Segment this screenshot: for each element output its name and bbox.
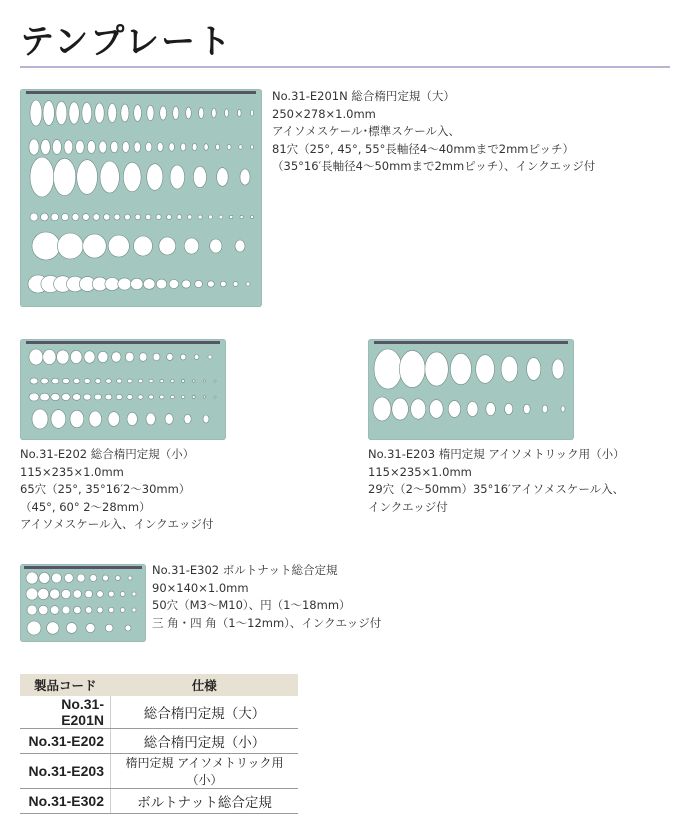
template-hole	[561, 406, 565, 412]
template-hole	[448, 401, 460, 418]
template-hole	[50, 589, 60, 599]
template-hole	[77, 160, 98, 195]
desc-line: No.31-E302 ボルトナット総合定規	[152, 563, 338, 577]
template-hole	[74, 606, 81, 613]
template-hole	[165, 414, 173, 425]
template-hole	[73, 394, 81, 401]
template-hole	[184, 414, 191, 423]
template-hole	[160, 106, 167, 120]
template-hole	[235, 240, 245, 252]
template-hole	[192, 143, 197, 150]
template-hole	[505, 403, 513, 414]
template-hole	[134, 105, 142, 122]
template-hole	[227, 144, 231, 149]
template-hole	[103, 575, 109, 581]
template-hole	[251, 110, 254, 116]
template-hole	[192, 396, 195, 399]
template-hole	[41, 378, 49, 384]
template-hole	[51, 393, 60, 400]
table-row	[20, 696, 298, 729]
header-spec: 仕様	[111, 674, 299, 696]
desc-line: アイソメスケール入、インクエッジ付	[20, 517, 214, 531]
product-description-e202	[20, 446, 213, 534]
product-spec: 総合楕円定規（小）	[111, 729, 299, 754]
template-hole	[62, 394, 71, 401]
template-hole	[373, 397, 391, 421]
template-hole	[147, 164, 163, 191]
product-description-e302	[152, 562, 381, 632]
template-hole	[89, 411, 102, 427]
template-hole	[70, 410, 84, 427]
desc-line: 115×235×1.0mm	[368, 464, 472, 479]
desc-line: No.31-E203 楕円定規 アイソメトリック用（小）	[368, 447, 625, 461]
desc-line: 250×278×1.0mm	[272, 106, 376, 121]
desc-line: インクエッジ付	[368, 499, 448, 514]
page-title: テンプレート	[20, 22, 233, 62]
template-hole	[246, 282, 250, 286]
template-hole	[108, 104, 117, 123]
desc-line: 65穴（25°, 35°16′2～30mm）	[20, 482, 191, 496]
template-hole	[214, 380, 216, 382]
product-image-e203	[368, 339, 574, 440]
template-hole	[85, 607, 92, 614]
product-description-e203	[368, 446, 625, 516]
template-hole	[40, 393, 50, 401]
template-hole	[208, 355, 212, 359]
title-divider	[20, 66, 670, 68]
product-code: No.31-E302	[20, 789, 111, 814]
template-hole	[167, 215, 172, 220]
template-hole	[83, 394, 91, 400]
template-hole	[105, 624, 113, 632]
template-hole	[99, 141, 107, 153]
template-hole	[95, 103, 104, 123]
template-hole	[94, 394, 101, 400]
template-hole	[29, 393, 39, 401]
product-image-e302	[20, 564, 146, 642]
template-hole	[30, 213, 38, 221]
template-hole	[149, 395, 154, 399]
template-hole	[160, 379, 164, 382]
template-hole	[104, 214, 110, 220]
template-hole	[77, 574, 85, 582]
template-hole	[105, 278, 119, 291]
template-hole	[125, 625, 131, 631]
template-hole	[219, 215, 223, 219]
template-hole	[127, 412, 137, 425]
template-hole	[100, 161, 119, 193]
template-hole	[157, 143, 163, 152]
template-hole	[69, 102, 79, 124]
template-hole	[153, 353, 160, 361]
template-hole	[425, 352, 448, 386]
template-hole	[203, 380, 205, 382]
template-hole	[156, 214, 161, 219]
template-hole	[127, 395, 133, 400]
desc-line: 81穴（25°, 45°, 55°長軸径4～40mmまで2mmピッチ）	[272, 141, 575, 156]
template-hole	[73, 590, 81, 598]
template-hole	[169, 280, 179, 289]
template-hole	[108, 412, 120, 427]
template-hole	[184, 238, 199, 254]
template-hole	[146, 214, 151, 219]
spec-table	[20, 674, 298, 814]
template-hole	[93, 214, 100, 221]
template-hole	[429, 400, 443, 419]
template-hole	[86, 623, 95, 632]
template-hole	[138, 379, 142, 383]
product-code: No.31-E203	[20, 754, 111, 789]
template-hole	[212, 108, 217, 118]
template-hole	[217, 168, 229, 187]
product-spec: 楕円定規 アイソメトリック用（小）	[111, 754, 299, 789]
template-hole	[182, 280, 191, 288]
template-hole	[203, 415, 209, 423]
template-hole	[552, 359, 564, 379]
template-hole	[57, 350, 69, 364]
template-hole	[171, 380, 174, 383]
template-hole	[486, 402, 496, 415]
template-hole	[51, 213, 59, 221]
template-hole	[97, 591, 104, 598]
table-row	[20, 754, 298, 789]
table-row	[20, 789, 298, 814]
template-hole	[90, 575, 97, 582]
template-hole	[120, 608, 125, 613]
template-hole	[66, 623, 77, 634]
template-hole	[118, 278, 131, 290]
template-hole	[38, 588, 49, 599]
template-hole	[132, 608, 136, 612]
template-hole	[156, 279, 167, 289]
template-hole	[84, 351, 95, 363]
template-hole	[32, 409, 48, 429]
template-hole	[27, 605, 37, 615]
product-description-e201n	[272, 88, 595, 176]
template-hole	[203, 396, 205, 398]
template-hole	[198, 215, 202, 219]
template-hole	[109, 607, 114, 612]
template-hole	[450, 353, 471, 384]
template-hole	[125, 214, 131, 220]
template-hole	[105, 394, 112, 400]
template-hole	[61, 589, 70, 598]
template-hole	[39, 605, 48, 614]
template-hole	[251, 145, 254, 149]
header-product-code: 製品コード	[20, 674, 111, 696]
product-code: No.31-E202	[20, 729, 111, 754]
template-hole	[73, 379, 80, 384]
template-hole	[214, 396, 216, 398]
template-hole	[192, 380, 195, 382]
template-hole	[39, 573, 50, 584]
template-hole	[114, 214, 120, 220]
template-hole	[186, 107, 192, 119]
desc-line: No.31-E201N 総合楕円定規（大）	[272, 89, 455, 103]
template-hole	[112, 352, 121, 362]
template-hole	[51, 410, 66, 429]
template-hole	[128, 576, 132, 580]
template-hole	[41, 213, 49, 221]
template-hole	[50, 606, 59, 615]
desc-line: （45°, 60° 2～28mm）	[20, 499, 151, 514]
template-hole	[62, 378, 69, 383]
template-hole	[501, 356, 518, 382]
template-hole	[251, 216, 254, 219]
template-hole	[131, 278, 143, 289]
template-hole	[188, 215, 192, 219]
template-hole	[139, 353, 147, 362]
template-hole	[240, 169, 250, 185]
template-hole	[64, 574, 73, 583]
template-hole	[220, 281, 226, 287]
template-hole	[146, 413, 155, 425]
template-hole	[204, 144, 208, 151]
template-hole	[97, 607, 103, 613]
template-hole	[238, 109, 242, 116]
desc-line: 90×140×1.0mm	[152, 580, 249, 595]
template-hole	[159, 237, 176, 255]
template-hole	[180, 354, 186, 360]
template-hole	[134, 142, 141, 152]
desc-line: No.31-E202 総合楕円定規（小）	[20, 447, 195, 461]
template-hole	[117, 379, 122, 383]
template-hole	[167, 354, 173, 361]
template-hole	[52, 140, 61, 155]
template-hole	[125, 352, 134, 362]
template-hole	[95, 379, 101, 384]
template-hole	[523, 404, 530, 414]
template-hole	[169, 143, 175, 151]
template-hole	[240, 215, 243, 218]
template-hole	[134, 236, 153, 256]
template-hole	[149, 379, 153, 382]
template-hole	[32, 232, 60, 260]
template-hole	[181, 396, 184, 399]
template-hole	[62, 606, 70, 614]
template-hole	[115, 576, 120, 581]
template-hole	[84, 379, 90, 384]
template-hole	[195, 280, 203, 287]
desc-line: 50穴（M3～M10）、円（1～18mm）	[152, 598, 351, 612]
template-hole	[127, 379, 132, 383]
template-hole	[233, 282, 238, 287]
template-hole	[30, 378, 38, 384]
template-hole	[143, 279, 155, 290]
template-hole	[135, 214, 141, 220]
template-hole	[374, 349, 402, 389]
template-hole	[120, 592, 125, 597]
template-hole	[76, 140, 85, 153]
template-hole	[132, 592, 136, 596]
template-hole	[106, 379, 112, 383]
product-spec: ボルトナット総合定規	[111, 789, 299, 814]
template-hole	[82, 102, 92, 123]
template-hole	[216, 144, 220, 150]
template-hole	[98, 351, 108, 362]
template-hole	[193, 166, 206, 187]
desc-line: 115×235×1.0mm	[20, 464, 124, 479]
template-hole	[111, 141, 118, 153]
desc-line: 三 角・四 角（1～12mm）、インクエッジ付	[152, 615, 382, 630]
template-hole	[29, 349, 43, 365]
template-hole	[147, 105, 154, 120]
desc-line: （35°16′長軸径4～50mmまで2mmピッチ）、インクエッジ付	[272, 159, 596, 173]
template-hole	[52, 378, 59, 384]
template-hole	[108, 591, 114, 597]
template-hole	[194, 355, 199, 360]
product-image-e201n	[20, 89, 262, 307]
template-hole	[30, 100, 42, 126]
template-hole	[527, 358, 541, 381]
template-hole	[70, 350, 82, 363]
template-hole	[209, 215, 213, 219]
template-hole	[83, 234, 107, 258]
template-hole	[41, 139, 51, 154]
template-hole	[239, 145, 242, 150]
template-hole	[177, 215, 182, 220]
template-hole	[27, 621, 41, 635]
template-hole	[62, 213, 69, 220]
template-hole	[47, 622, 59, 634]
template-hole	[26, 572, 38, 584]
template-hole	[121, 104, 129, 122]
product-code: No.31-E201N	[20, 696, 111, 729]
template-hole	[72, 214, 79, 221]
template-hole	[26, 588, 38, 600]
template-hole	[171, 395, 175, 398]
template-hole	[182, 380, 185, 383]
template-hole	[199, 108, 204, 119]
template-hole	[170, 165, 185, 189]
spec-table-header	[20, 674, 298, 696]
template-hole	[53, 158, 75, 195]
template-hole	[181, 143, 186, 151]
template-hole	[52, 573, 62, 583]
desc-line: 29穴（2～50mm）35°16′アイソメスケール入、	[368, 482, 625, 496]
product-spec: 総合楕円定規（大）	[111, 696, 299, 729]
template-hole	[208, 281, 215, 287]
template-hole	[56, 101, 67, 125]
template-hole	[467, 402, 478, 417]
template-hole	[116, 394, 122, 399]
template-hole	[30, 157, 54, 197]
template-hole	[138, 395, 143, 399]
template-hole	[57, 233, 83, 259]
template-hole	[146, 142, 152, 152]
template-hole	[210, 239, 222, 253]
template-hole	[64, 140, 73, 154]
template-hole	[29, 139, 39, 155]
template-hole	[123, 162, 141, 191]
template-hole	[160, 395, 164, 399]
desc-line: アイソメスケール･標準スケール入、	[272, 124, 461, 138]
template-hole	[173, 107, 179, 120]
template-hole	[43, 101, 54, 126]
template-hole	[87, 141, 95, 154]
template-hole	[476, 355, 495, 384]
product-image-e202	[20, 339, 226, 440]
table-row	[20, 729, 298, 754]
template-hole	[399, 350, 425, 387]
template-hole	[230, 215, 233, 218]
template-hole	[542, 405, 547, 413]
template-hole	[83, 214, 90, 221]
template-hole	[108, 235, 129, 257]
template-hole	[122, 142, 129, 153]
template-hole	[392, 398, 409, 420]
template-hole	[225, 109, 229, 117]
template-hole	[43, 350, 56, 365]
template-hole	[85, 590, 93, 598]
template-hole	[411, 399, 426, 419]
